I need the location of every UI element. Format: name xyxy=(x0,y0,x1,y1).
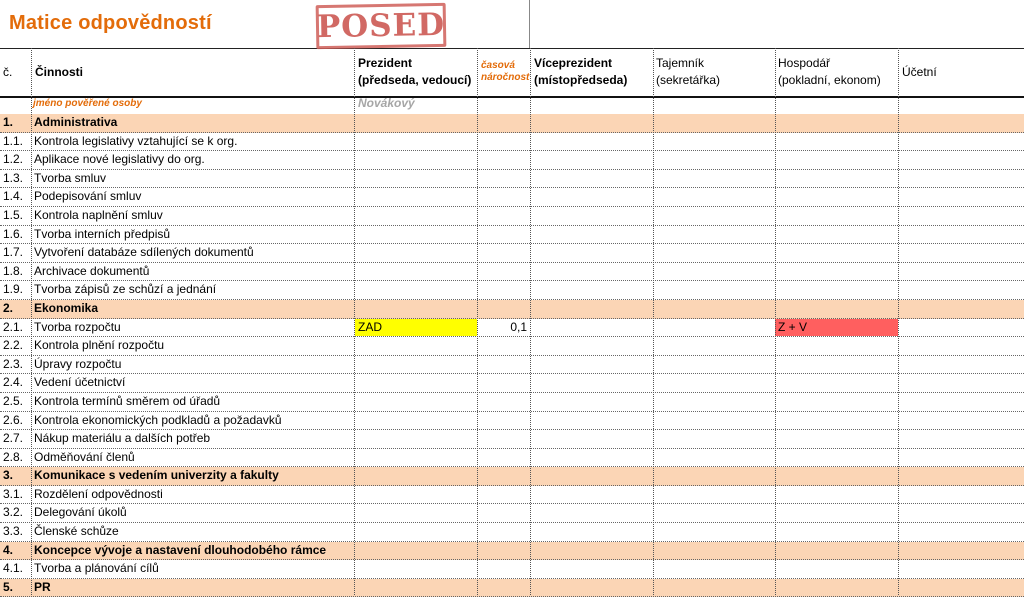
column-divider xyxy=(354,48,355,595)
table-row xyxy=(0,226,1024,245)
row-number[interactable]: 2.6. xyxy=(3,412,24,427)
column-divider xyxy=(898,48,899,595)
table-row xyxy=(0,281,1024,300)
row-number[interactable]: 1.8. xyxy=(3,263,24,278)
page-title: Matice odpovědností xyxy=(9,12,212,34)
table-row xyxy=(0,449,1024,468)
row-number[interactable]: 1.5. xyxy=(3,207,24,222)
cell-president[interactable]: ZAD xyxy=(355,319,477,337)
section-row xyxy=(0,114,1024,133)
row-activity[interactable]: Tvorba a plánování cílů xyxy=(34,561,159,576)
table-row xyxy=(0,263,1024,282)
assignee-row xyxy=(0,96,1024,115)
row-activity[interactable]: Archivace dokumentů xyxy=(34,263,150,278)
row-number[interactable]: 1.3. xyxy=(3,170,24,185)
row-number[interactable]: 2. xyxy=(3,300,14,315)
row-activity[interactable]: Kontrola plnění rozpočtu xyxy=(34,338,165,353)
row-activity[interactable]: Úpravy rozpočtu xyxy=(34,356,122,371)
row-activity[interactable]: PR xyxy=(34,579,51,594)
row-activity[interactable]: Kontrola ekonomických podkladů a požadavků xyxy=(34,412,282,427)
row-activity[interactable]: Tvorba rozpočtu xyxy=(34,319,121,334)
row-number[interactable]: 1.6. xyxy=(3,226,24,241)
row-number[interactable]: 1. xyxy=(3,115,14,129)
table-row xyxy=(0,356,1024,375)
column-divider xyxy=(653,48,654,595)
cell-treasurer[interactable]: Z + V xyxy=(775,319,898,337)
row-activity[interactable]: Tvorba smluv xyxy=(34,170,107,185)
header-activity[interactable]: Činnosti xyxy=(35,65,83,79)
row-activity[interactable]: Vytvoření databáze sdílených dokumentů xyxy=(34,245,254,260)
table-row xyxy=(0,560,1024,579)
row-activity[interactable]: Tvorba zápisů ze schůzí a jednání xyxy=(34,282,217,297)
header-secretary-line2: (sekretářka) xyxy=(656,73,721,87)
assignee-label[interactable]: jméno pověřené osoby xyxy=(33,98,142,109)
title-divider xyxy=(529,0,530,48)
row-activity[interactable]: Vedení účetnictví xyxy=(34,375,126,390)
header-treasurer[interactable] xyxy=(775,48,899,96)
row-number[interactable]: 2.3. xyxy=(3,356,24,371)
row-number[interactable]: 2.7. xyxy=(3,431,24,446)
row-activity[interactable]: Odměňování členů xyxy=(34,449,135,464)
row-number[interactable]: 4. xyxy=(3,542,14,557)
row-number[interactable]: 2.2. xyxy=(3,338,24,353)
row-activity[interactable]: Členské schůze xyxy=(34,524,119,539)
column-divider xyxy=(775,48,776,595)
row-number[interactable]: 4.1. xyxy=(3,561,24,576)
section-row xyxy=(0,542,1024,561)
table-row xyxy=(0,504,1024,523)
header-num[interactable]: č. xyxy=(3,65,13,79)
header-treasurer-line2: (pokladní, ekonom) xyxy=(778,73,881,87)
header-president-line2: (předseda, vedoucí) xyxy=(358,73,472,87)
header-treasurer-line1: Hospodář xyxy=(778,56,831,70)
header-row xyxy=(0,48,1024,98)
header-secretary-line1: Tajemník xyxy=(656,56,705,70)
row-number[interactable]: 1.2. xyxy=(3,152,24,167)
table-row xyxy=(0,244,1024,263)
table-row xyxy=(0,374,1024,393)
row-number[interactable]: 3.3. xyxy=(3,524,24,539)
row-number[interactable]: 2.4. xyxy=(3,375,24,390)
row-number[interactable]: 1.1. xyxy=(3,133,24,148)
table-row xyxy=(0,207,1024,226)
header-vice-line2: (místopředseda) xyxy=(534,73,628,87)
row-number[interactable]: 2.8. xyxy=(3,449,24,464)
table-row xyxy=(0,133,1024,152)
row-activity[interactable]: Nákup materiálu a dalších potřeb xyxy=(34,431,211,446)
row-activity[interactable]: Podepisování smluv xyxy=(34,189,142,204)
table-row xyxy=(0,337,1024,356)
section-row xyxy=(0,300,1024,319)
column-divider xyxy=(31,48,32,595)
header-president[interactable] xyxy=(355,48,477,96)
table-row xyxy=(0,188,1024,207)
row-number[interactable]: 5. xyxy=(3,579,14,594)
title-row xyxy=(0,0,1024,49)
assignee-president[interactable]: Novákový xyxy=(358,96,415,110)
section-row xyxy=(0,579,1024,597)
table-row xyxy=(0,319,1024,338)
header-secretary[interactable] xyxy=(653,48,775,96)
row-activity[interactable]: Delegování úkolů xyxy=(34,505,127,520)
row-number[interactable]: 2.1. xyxy=(3,319,24,334)
row-number[interactable]: 1.9. xyxy=(3,282,24,297)
posed-stamp: POSED xyxy=(316,3,447,49)
row-activity[interactable]: Kontrola legislativy vztahující se k org. xyxy=(34,133,238,148)
table-row xyxy=(0,151,1024,170)
table-row xyxy=(0,486,1024,505)
header-time-line2: náročnost xyxy=(481,72,530,83)
table-row xyxy=(0,170,1024,189)
row-activity[interactable]: Tvorba interních předpisů xyxy=(34,226,171,241)
section-row xyxy=(0,467,1024,486)
row-number[interactable]: 2.5. xyxy=(3,393,24,408)
row-activity[interactable]: Rozdělení odpovědnosti xyxy=(34,486,163,501)
header-time-line1: časová xyxy=(481,60,515,71)
row-number[interactable]: 1.4. xyxy=(3,189,24,204)
row-activity[interactable]: Kontrola naplnění smluv xyxy=(34,207,163,222)
row-number[interactable]: 3. xyxy=(3,468,14,483)
row-activity[interactable]: Ekonomika xyxy=(34,300,99,315)
row-number[interactable]: 1.7. xyxy=(3,245,24,260)
header-president-line1: Prezident xyxy=(358,56,413,70)
row-number[interactable]: 3.1. xyxy=(3,486,24,501)
header-vicepresident[interactable] xyxy=(531,48,653,96)
row-number[interactable]: 3.2. xyxy=(3,505,24,520)
table-row xyxy=(0,523,1024,542)
row-activity[interactable]: Administrativa xyxy=(34,115,118,129)
column-divider xyxy=(530,48,531,595)
header-vice-line1: Víceprezident xyxy=(534,56,613,70)
row-activity[interactable]: Koncepce vývoje a nastavení dlouhodobého rámce xyxy=(34,542,327,557)
table-row xyxy=(0,430,1024,449)
row-activity[interactable]: Aplikace nové legislativy do org. xyxy=(34,152,205,167)
column-divider xyxy=(477,48,478,595)
header-accountant[interactable]: Účetní xyxy=(902,65,937,79)
table-row xyxy=(0,412,1024,431)
row-activity[interactable]: Komunikace s vedením univerzity a fakulty xyxy=(34,468,279,483)
cell-time[interactable]: 0,1 xyxy=(510,319,527,334)
row-activity[interactable]: Kontrola termínů směrem od úřadů xyxy=(34,393,221,408)
header-time[interactable] xyxy=(478,48,530,96)
activity-rows xyxy=(0,114,1024,597)
table-row xyxy=(0,393,1024,412)
